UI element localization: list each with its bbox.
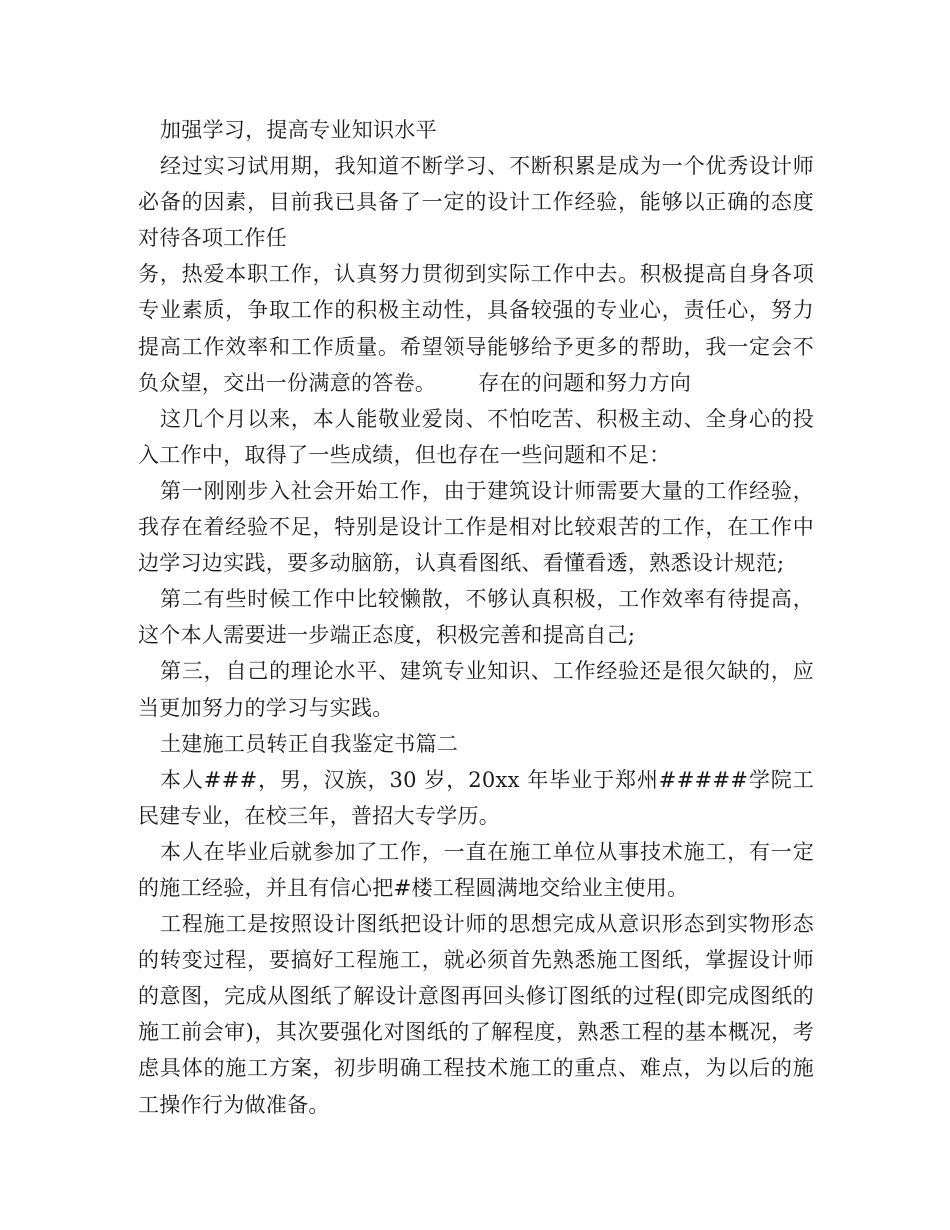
paragraph-duties: [138, 256, 814, 400]
document-page: [138, 112, 814, 1123]
paragraph-heading-study: 加强学习，提高专业知识水平: [160, 118, 437, 142]
paragraph-third-point: 第三，自己的理论水平、建筑专业知识、工作经验还是很欠缺的，应当更加努力的学习与实践。: [138, 659, 814, 720]
paragraph-work-after-graduation: 本人在毕业后就参加了工作，一直在施工单位从事技术施工，有一定的施工经验，并且有信心把#楼工程圆满地交给业主使用。: [138, 839, 814, 900]
paragraph-personal-info: 本人###，男，汉族，30 岁，20xx 年毕业于郑州#####学院工民建专业，在校三年，普招大专学历。: [138, 767, 814, 828]
heading-problems-direction: 存在的问题和努力方向: [478, 370, 692, 395]
paragraph-months: 这几个月以来，本人能敬业爱岗、不怕吃苦、积极主动、全身心的投入工作中，取得了一些成绩，但也存在一些问题和不足：: [138, 406, 814, 467]
paragraph-second-point: 第二有些时候工作中比较懒散，不够认真积极，工作效率有待提高，这个本人需要进一步端正态度，积极完善和提高自己;: [138, 587, 814, 648]
paragraph-duties-text: 务，热爱本职工作，认真努力贯彻到实际工作中去。积极提高自身各项专业素质，争取工作的积极主动性，具备较强的专业心，责任心，努力提高工作效率和工作质量。希望领导能够给予更多的帮助，我一定会不负众望，交出一份满意的答卷。: [138, 262, 814, 395]
paragraph-first-point: 第一刚刚步入社会开始工作，由于建筑设计师需要大量的工作经验，我存在着经验不足，特别是设计工作是相对比较艰苦的工作，在工作中边学习边实践，要多动脑筋，认真看图纸、看懂看透，熟悉设计规范;: [138, 478, 814, 576]
paragraph-internship: 经过实习试用期，我知道不断学习、不断积累是成为一个优秀设计师必备的因素，目前我已具备了一定的设计工作经验，能够以正确的态度对待各项工作任: [138, 154, 814, 251]
section-title-part-two: 土建施工员转正自我鉴定书篇二: [160, 731, 459, 756]
paragraph-construction-process: 工程施工是按照设计图纸把设计师的思想完成从意识形态到实物形态的转变过程，要搞好工程施工，就必须首先熟悉施工图纸，掌握设计师的意图，完成从图纸了解设计意图再回头修订图纸的过程(即完成图纸的施工前会审)，其次要强化对图纸的了解程度，熟悉工程的基本概况，考虑具体的施工方案，初步明确工程技术施工的重点、难点，为以后的施工操作行为做准备。: [138, 912, 814, 1117]
